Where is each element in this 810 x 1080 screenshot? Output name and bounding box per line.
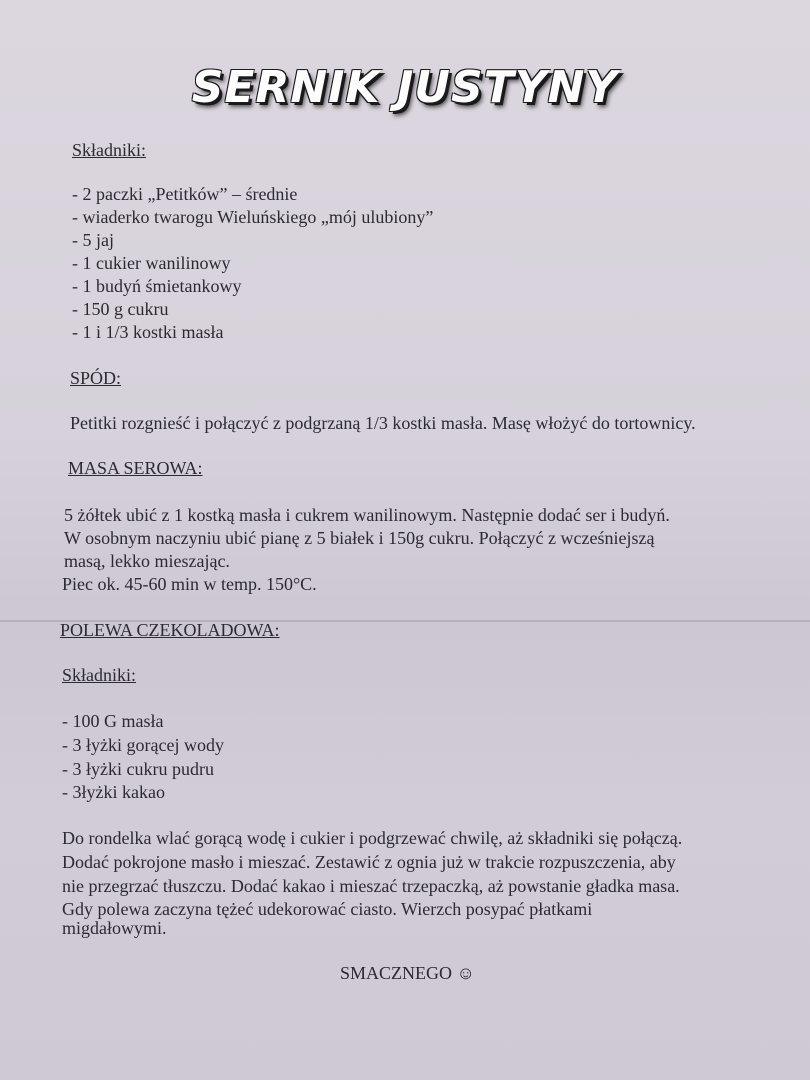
ingredient-item: - 2 paczki „Petitków” – średnie (72, 184, 298, 204)
ingredient-item: - 5 jaj (72, 230, 114, 250)
polewa-item: - 3łyżki kakao (62, 782, 165, 802)
ingredient-item: - 1 i 1/3 kostki masła (72, 322, 224, 342)
masa-line: Piec ok. 45-60 min w temp. 150°C. (62, 574, 317, 594)
page-title: SERNIK JUSTYNY (191, 62, 619, 113)
spod-text: Petitki rozgnieść i połączyć z podgrzaną 1/3 kostki masła. Masę włożyć do tortownicy. (70, 413, 696, 433)
polewa-line: Gdy polewa zaczyna tężeć udekorować ciasto. Wierzch posypać płatkami (62, 899, 593, 919)
spod-heading: SPÓD: (70, 368, 122, 388)
masa-heading: MASA SEROWA: (68, 458, 203, 478)
polewa-heading: POLEWA CZEKOLADOWA: (60, 620, 280, 640)
masa-line: 5 żółtek ubić z 1 kostką masła i cukrem wanilinowym. Następnie dodać ser i budyń. (64, 505, 670, 525)
polewa-line: migdałowymi. (62, 918, 167, 938)
ingredient-item: - 1 cukier wanilinowy (72, 253, 231, 273)
polewa-line: Do rondelka wlać gorącą wodę i cukier i podgrzewać chwilę, aż składniki się połączą. (62, 828, 683, 848)
closing-text: SMACZNEGO ☺ (340, 963, 475, 983)
ingredient-item: - wiaderko twarogu Wieluńskiego „mój ulubiony” (72, 207, 434, 227)
polewa-line: nie przegrzać tłuszczu. Dodać kakao i mieszać trzepaczką, aż powstanie gładka masa. (62, 876, 680, 896)
masa-line: masą, lekko mieszając. (64, 551, 230, 571)
ingredient-item: - 150 g cukru (72, 299, 169, 319)
masa-line: W osobnym naczyniu ubić pianę z 5 białek i 150g cukru. Połączyć z wcześniejszą (64, 528, 655, 548)
ingredients-heading: Składniki: (72, 140, 147, 160)
polewa-item: - 100 G masła (62, 711, 164, 731)
polewa-item: - 3 łyżki cukru pudru (62, 759, 214, 779)
polewa-ingredients-heading: Składniki: (62, 665, 137, 685)
ingredient-item: - 1 budyń śmietankowy (72, 276, 242, 296)
polewa-item: - 3 łyżki gorącej wody (62, 735, 224, 755)
polewa-line: Dodać pokrojone masło i mieszać. Zestawić z ognia już w trakcie rozpuszczenia, aby (62, 852, 676, 872)
